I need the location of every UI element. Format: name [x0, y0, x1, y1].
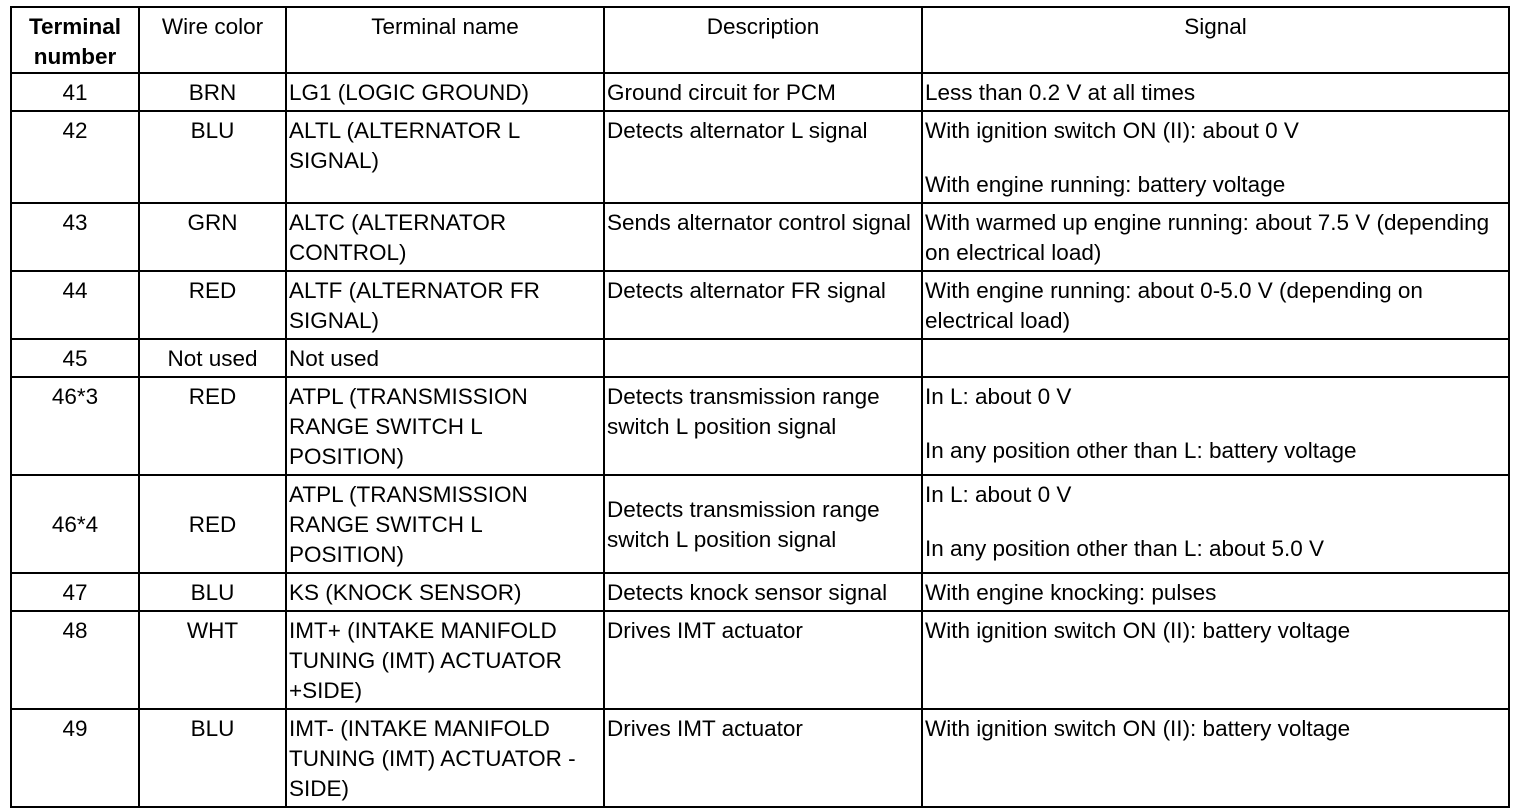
terminal-number: 41	[11, 73, 139, 111]
signal: Less than 0.2 V at all times	[922, 73, 1509, 111]
table-row	[11, 111, 1509, 203]
table-row	[11, 611, 1509, 709]
header-signal: Signal	[922, 7, 1509, 73]
wire-color: BLU	[139, 709, 286, 807]
terminal-number: 44	[11, 271, 139, 339]
description: Ground circuit for PCM	[604, 73, 922, 111]
terminal-name: ATPL (TRANSMISSION RANGE SWITCH L POSITION)	[286, 475, 604, 573]
terminal-name: ATPL (TRANSMISSION RANGE SWITCH L POSITION)	[286, 377, 604, 475]
header-row	[11, 7, 1509, 73]
signal-line: With engine running: battery voltage	[925, 172, 1286, 197]
signal-line: With ignition switch ON (II): about 0 V	[925, 118, 1299, 143]
terminal-number: 46*4	[11, 475, 139, 573]
terminal-table	[10, 6, 1510, 808]
wire-color: BRN	[139, 73, 286, 111]
table-row	[11, 339, 1509, 377]
wire-color: BLU	[139, 111, 286, 203]
signal-line: In any position other than L: about 5.0 V	[925, 536, 1325, 561]
signal: With engine knocking: pulses	[922, 573, 1509, 611]
signal-line: In L: about 0 V	[925, 482, 1072, 507]
description: Detects alternator FR signal	[604, 271, 922, 339]
wire-color: RED	[139, 475, 286, 573]
description: Detects transmission range switch L position signal	[604, 475, 922, 573]
signal	[922, 339, 1509, 377]
terminal-name: Not used	[286, 339, 604, 377]
terminal-number: 47	[11, 573, 139, 611]
terminal-number: 43	[11, 203, 139, 271]
description: Drives IMT actuator	[604, 611, 922, 709]
signal	[922, 377, 1509, 475]
signal: With ignition switch ON (II): battery voltage	[922, 709, 1509, 807]
table-row	[11, 203, 1509, 271]
wire-color: WHT	[139, 611, 286, 709]
terminal-name: IMT+ (INTAKE MANIFOLD TUNING (IMT) ACTUATOR +SIDE)	[286, 611, 604, 709]
terminal-name: KS (KNOCK SENSOR)	[286, 573, 604, 611]
description: Detects alternator L signal	[604, 111, 922, 203]
terminal-name: ALTF (ALTERNATOR FR SIGNAL)	[286, 271, 604, 339]
signal: With engine running: about 0-5.0 V (depending on electrical load)	[922, 271, 1509, 339]
table-row	[11, 377, 1509, 475]
wire-color: GRN	[139, 203, 286, 271]
signal	[922, 475, 1509, 573]
description: Detects transmission range switch L position signal	[604, 377, 922, 475]
table-row	[11, 475, 1509, 573]
header-terminal-name: Terminal name	[286, 7, 604, 73]
signal-line: In any position other than L: battery voltage	[925, 438, 1357, 463]
wire-color: BLU	[139, 573, 286, 611]
table-row	[11, 573, 1509, 611]
description: Detects knock sensor signal	[604, 573, 922, 611]
wire-color: RED	[139, 377, 286, 475]
header-terminal-number: Terminal number	[11, 7, 139, 73]
signal: With warmed up engine running: about 7.5 V (depending on electrical load)	[922, 203, 1509, 271]
signal: With ignition switch ON (II): battery voltage	[922, 611, 1509, 709]
description	[604, 339, 922, 377]
terminal-name: LG1 (LOGIC GROUND)	[286, 73, 604, 111]
terminal-number: 42	[11, 111, 139, 203]
terminal-number: 46*3	[11, 377, 139, 475]
header-description: Description	[604, 7, 922, 73]
table-row	[11, 709, 1509, 807]
wire-color: RED	[139, 271, 286, 339]
signal	[922, 111, 1509, 203]
table-row	[11, 271, 1509, 339]
description: Drives IMT actuator	[604, 709, 922, 807]
header-wire-color: Wire color	[139, 7, 286, 73]
description: Sends alternator control signal	[604, 203, 922, 271]
table-row	[11, 73, 1509, 111]
terminal-name: IMT- (INTAKE MANIFOLD TUNING (IMT) ACTUATOR -SIDE)	[286, 709, 604, 807]
terminal-name: ALTC (ALTERNATOR CONTROL)	[286, 203, 604, 271]
terminal-name: ALTL (ALTERNATOR L SIGNAL)	[286, 111, 604, 203]
signal-line: In L: about 0 V	[925, 384, 1072, 409]
terminal-number: 49	[11, 709, 139, 807]
terminal-number: 48	[11, 611, 139, 709]
wire-color: Not used	[139, 339, 286, 377]
terminal-number: 45	[11, 339, 139, 377]
